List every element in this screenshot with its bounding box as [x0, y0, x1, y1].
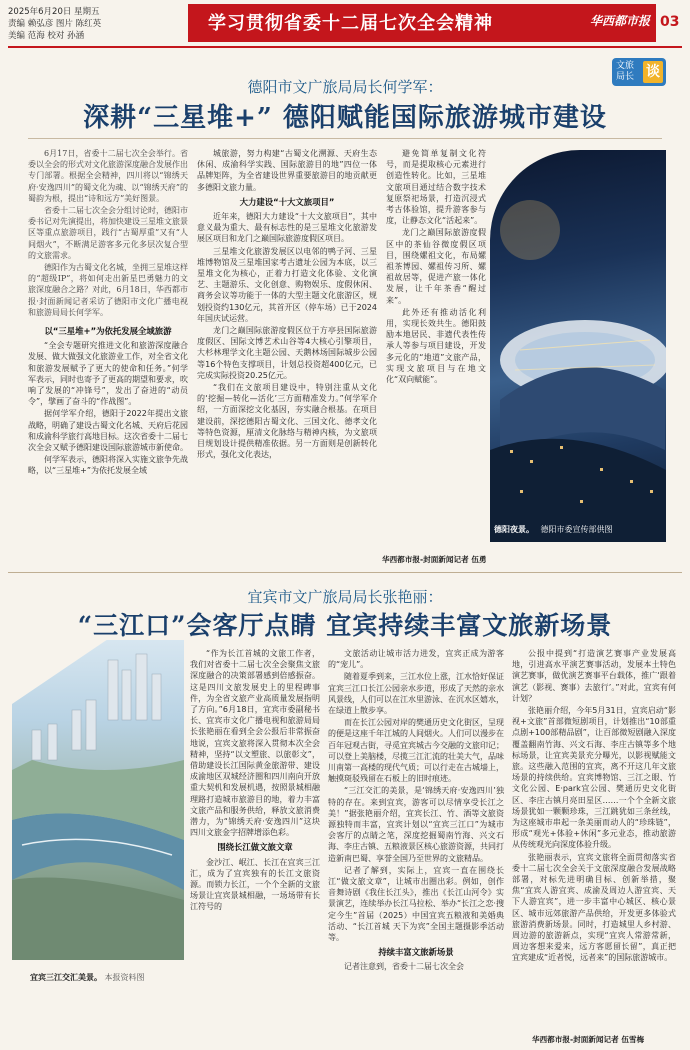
- story2-caption-text: 宜宾三江交汇美景。: [30, 973, 102, 982]
- story2-column-3: [512, 648, 676, 1032]
- story1-intro-p2: 省委十二届七次全会分组讨论时，德阳市委书记对先演提出，将加快建设三星堆文旅景区等重点旅游项目，践行“古蜀厚重”又有“人间烟火”，不断满足游客多元化多层次复合型的文旅需求。: [28, 206, 188, 260]
- story1-kicker: 德阳市文广旅局局长何学军：: [247, 78, 443, 96]
- page-header: [0, 0, 690, 44]
- river-scene-graphic: [12, 640, 184, 960]
- story1-col1-p1: “全会专题研究推进文化和旅游深度融合发展、做大做强文化旅游业工作，对全省文化和旅游发展赋予了更大的使命和任务。”何学军表示，同时也寄予了更高的期望和要求，吹响了发展的“冲锋号”，发出了奋进的“动员令”，擘画了奋斗的“作战图”。: [28, 341, 188, 407]
- story1-intro-p3: 德阳作为古蜀文化名城，坐拥三星堆这样的“超级IP”，将如何走出新星巴勇魅力的文旅深度融合之路？对此，6月18日，华西都市报·封面新闻记者采访了德阳市文化广播电视和旅游局局长何学军。: [28, 263, 188, 317]
- newspaper-brand: 华西都市报: [590, 14, 651, 28]
- header-date: 2025年6月20日 星期五: [8, 7, 100, 17]
- story2-column-2: [328, 648, 504, 1032]
- story1-col3-p2: 龙门之巅国际旅游度假区中的茶仙谷微度假区项目，围绕嫘祖文化，布局嫘祖茶博园、嫘祖传习所、嫘祖故居等，促进产旅一体化发展，让千年茶香“醒过来”。: [386, 228, 486, 305]
- story2-col2-p5: 记者了解到，实际上，宜宾一直在围绕长江“做文旅文章”，让城市出圈出彩。例如，创作音舞诗剧《我住长江头》，推出《长江山河令》实景演艺，连续举办长江马拉松、举办“长江之恋·搜定今生”首届（2025）中国宜宾五粮液和美婚典活动、“长江首城 天下为宾”全国主题摄影季活动等。: [328, 865, 504, 943]
- story1-intro-p1: 6月17日，省委十二届七次全会举行。省委以全会的形式对文化旅游深度融合发展作出专门部署。根据全会精神，四川将以“锦绣天府·安逸四川”的蜀文化为魂、以“锦绣天府”的蜀韵为根，提出“诗和远方”美好图景。: [28, 149, 188, 203]
- deyang-night-photo: [490, 150, 666, 542]
- story2-col1-p1: “作为长江首城的文旅工作者，我们对省委十二届七次全会聚焦文旅深度融合的决策部署感到倍感振奋。这是四川文旅发展史上的里程碑事件，为全省文旅产业高质量发展指明了方向。”6月18日，宜宾市委副秘书长、宜宾市文化广播电视和旅游局局长张艳丽在看到全会公报后非常振奋地说，宜宾文旅将深入贯彻本次全会精神，坚持“以文塑旅、以旅彰文”，借助建设长江国际黄金旅游带、建设成渝地区双城经济圈和四川南向开放重大契机和发展机遇，按照景城相融理路打造城市旅游目的地，着力丰富文旅产品和服务供给，释放文旅消费潜力，为“锦绣天府·安逸四川”这块四川文旅金字招牌增添色彩。: [190, 649, 320, 838]
- story1-byline: 华西都市报-封面新闻记者 伍勇: [382, 555, 487, 564]
- story2-subhead-2: 持续丰富文旅新场景: [378, 947, 454, 958]
- story1-column-1: [28, 322, 188, 554]
- story2-col3-p1: 公报中提到“打造演艺赛事产业发展高地，引进高水平演艺赛事活动，发展本土特色演艺赛事，做优演艺赛事平台载体，推广‘跟着演艺（影视、赛事）去旅行’。”对此，宜宾有何计划？: [512, 649, 676, 703]
- badge-line1: 文旅: [616, 61, 635, 71]
- story2-col2-p2: 随着夏季到来，三江水位上涨，江水恰好保证宜宾三江口长江公园亲水步道，形成了天然的亲水风景线，人们可以在江水里游泳、在沉水区嬉水，在绿道上散步享。: [328, 672, 504, 716]
- story1-col2-p1: 城旅游，努力构建“古蜀文化溯源、天府生态休闲、成渝科学实践、国际旅游目的地”四位一体品牌矩阵，为全省建设世界重要旅游目的地贡献更多德阳文旅力量。: [197, 149, 377, 192]
- story2-col2-p6: 记者注意到，省委十二届七次全会: [344, 962, 464, 972]
- story-divider: [8, 572, 682, 573]
- story1-subhead-2: 大力建设“十大文旅项目”: [239, 196, 335, 207]
- story1-headline: 深耕“三星堆+” 德阳赋能国际旅游城市建设: [83, 103, 607, 133]
- story1-col1-p3: 何学军表示，德阳将深入实施文旅争先战略，以“三星堆+”为依托发展全域: [28, 455, 188, 476]
- story2-col1-p2: 金沙江、岷江、长江在宜宾三江汇，成为了宜宾独有的长江文旅资源。而锁力长江，一个个全新的文旅场景让宜宾景城相融，一场场带有长江符号的: [190, 857, 320, 912]
- story1-intro: [28, 148, 188, 321]
- story1-col3-p1: 避免简单复制文化符号，而是提取核心元素进行创造性转化。比如，三星堆文旅项目通过结合数字技术复原祭祀场景，打造沉浸式考古体验馆，提升游客参与度，让静态文化“活起来”。: [386, 149, 486, 226]
- header-editors: 责编 赖弘彦 图片 陈红英: [8, 19, 102, 29]
- header-divider: [8, 46, 682, 48]
- story2-headline: “三江口”会客厅点睛 宜宾持续丰富文旅新场景: [77, 611, 613, 640]
- story1-caption-text: 德阳夜景。: [494, 525, 534, 534]
- story2-kicker: 宜宾市文广旅局局长张艳丽：: [247, 588, 443, 606]
- story1-col3-p3: 此外还有推动活化利用，实现长效共生。德阳鼓励本地居民、非遗代表性传承人等参与项目建设，开发多元化的“地道”文旅产品，实现文旅项目与在地文化“双向赋能”。: [386, 307, 486, 385]
- story1-photo-caption: [494, 524, 613, 535]
- story1-column-2: [197, 148, 377, 554]
- story2-col2-p4: “三江交汇的美景，是‘锦绣天府·安逸四川’独特的存在。来到宜宾，游客可以尽情享受长江之美！”据张艳丽介绍，宜宾长江、竹、酒等文旅资源独特而丰富，宜宾计划以“宜宾三江口”为城市会客厅的点睛之笔，深度挖掘蜀南竹海、兴文石海、李庄古镇、五粮液景区核心旅游资源，共同打造新南巴蜀、享誉全国乃至世界的文旅精品。: [328, 786, 504, 863]
- story2-col3-p3: 张艳丽表示，宜宾文旅将全面贯彻落实省委十二届七次全会关于文旅深度融合发展战略部署，对标先进明确目标、创新举措，聚焦“宜宾人游宜宾、成渝及周边人游宜宾、天下人游宜宾”，进一步丰富中心城区、核心景区、城市远郊旅游产品供给，开发更多体验式旅游消费新场景。同时，打造城里人乡村游、周边游的旅游新点，实现“宜宾人常游常新，周边客想来爱来，远方客愿留长留”，真正把宜宾建成“近者悦，远者来”的国际旅游城市。: [512, 852, 676, 963]
- header-design: 美编 范海 校对 孙涵: [8, 31, 85, 41]
- story1-column-3: [386, 148, 486, 548]
- story1-col2-p3: 三星堆文化旅游发展区以电邻的鸭子河、三星堆博物馆及三星堆国家考古遗址公园为本底，以三星堆文化为核心，正着力打造文化体验、文化演艺、主题游乐、文化创意、购物娱乐、度假休闲、商务会议等功能于一体的大型主题文化旅游区，规划投资约130亿元，其首开区（停车场）已于2024年国庆试运营。: [197, 246, 377, 323]
- story1-col2-p2: 近年来，德阳大力建设“十大文旅项目”，其中意义最为重大、最有标志性的是三星堆文化旅游发展区项目和龙门之巅国际旅游度假区项目。: [197, 212, 377, 244]
- story1-subhead-1: 以“三星堆+”为依托发展全域旅游: [44, 326, 172, 336]
- story2-col3-p2: 张艳丽介绍，今年5月31日，宜宾启动“影视+文旅”首部微短剧项目，计划推出“10部重点剧+100部精品剧”，让百部微短剧融入深度覆盖翻南竹海、兴文石海、李庄古镇等多个地标场景，让宜宾美景充分曝光，以影视赋能文旅。这些融入范围的宜宾，离不开这几年文旅场景的持续供给。宜宾博物馆、三江之眼、竹文化公园、E·park宜公园、樊通历史文化街区、李庄古镇月亮田星区……一个个全新文旅场景犹如一颗颗珍珠，三江跳犹如三条丝线，为这座城市串起一条美丽而动人的“珍珠链”，形成“观光+体验+休闲”多元业态，推动旅游从传统观光向深度体验升级。: [512, 706, 676, 850]
- badge-mark: 谈: [643, 61, 663, 83]
- story2-photo-caption: [30, 972, 145, 983]
- header-date-block: [8, 6, 101, 42]
- story2-subhead-1: 围绕长江做文旅文章: [217, 842, 293, 853]
- section-title: 学习贯彻省委十二届七次全会精神: [208, 13, 493, 34]
- story1-col2-p4: 龙门之巅国际旅游度假区位于方亭县国际旅游度假区、国际文博艺术山谷等4大核心引擎项目，大杉林理学文化主题公园、天鹅林场国际城步公园等16个特色支撑项目，计划总投资超400亿元，已完成实际投资20.25亿元。: [197, 326, 377, 380]
- story1-col2-p5: “我们在文旅项目建设中，特别注重从文化的‘挖掘—转化—活化’三方面精准发力。”何学军介绍，一方面深挖文化基因，夯实融合根基。在项目建设前，深挖德阳古蜀文化、三国文化、德孝文化等特色资源，厘清文化脉络与精神内核，为文旅项目规划设计提供精准依据。另一方面则是创新转化形式，强化文化表达，: [197, 383, 377, 460]
- story2-photo-credit: 本报资料图: [104, 973, 145, 982]
- story2-byline: 华西都市报-封面新闻记者 伍雪梅: [532, 1035, 645, 1044]
- story2-col2-p3: 而在长江公园对岸的樊通历史文化街区，呈现的便是这座千年江城的人间烟火。人们可以漫步在百年冠观古街，寻觅宜宾城古今交融的文旅印记；可以登上美脑楼，尽揽三江汇流的壮美大气，品味川南第一高楼的现代气质；可以行走在古城墙上，触摸斑驳残留在石板上的旧时痕迹。: [328, 718, 504, 784]
- story1-photo-credit: 德阳市委宣传部供图: [540, 525, 613, 534]
- page-number: 03: [660, 14, 680, 30]
- story2-column-1: [190, 648, 320, 1032]
- night-scene-graphic: [490, 150, 666, 542]
- story1-rule: [28, 138, 662, 139]
- story2-col2-p1: 文旅活动让城市活力进发，宜宾正成为游客的“宠儿”。: [328, 649, 504, 670]
- yibin-river-photo: [12, 640, 184, 960]
- badge-line2: 局长: [616, 72, 635, 82]
- story1-col1-p2: 据何学军介绍，德阳于2022年提出文旅战略，明确了建设古蜀文化名城、天府后花园和成渝科学旅行高地目标。这次省委十二届七次全会又赋予德阳建设国际旅游城市新使命。: [28, 409, 188, 453]
